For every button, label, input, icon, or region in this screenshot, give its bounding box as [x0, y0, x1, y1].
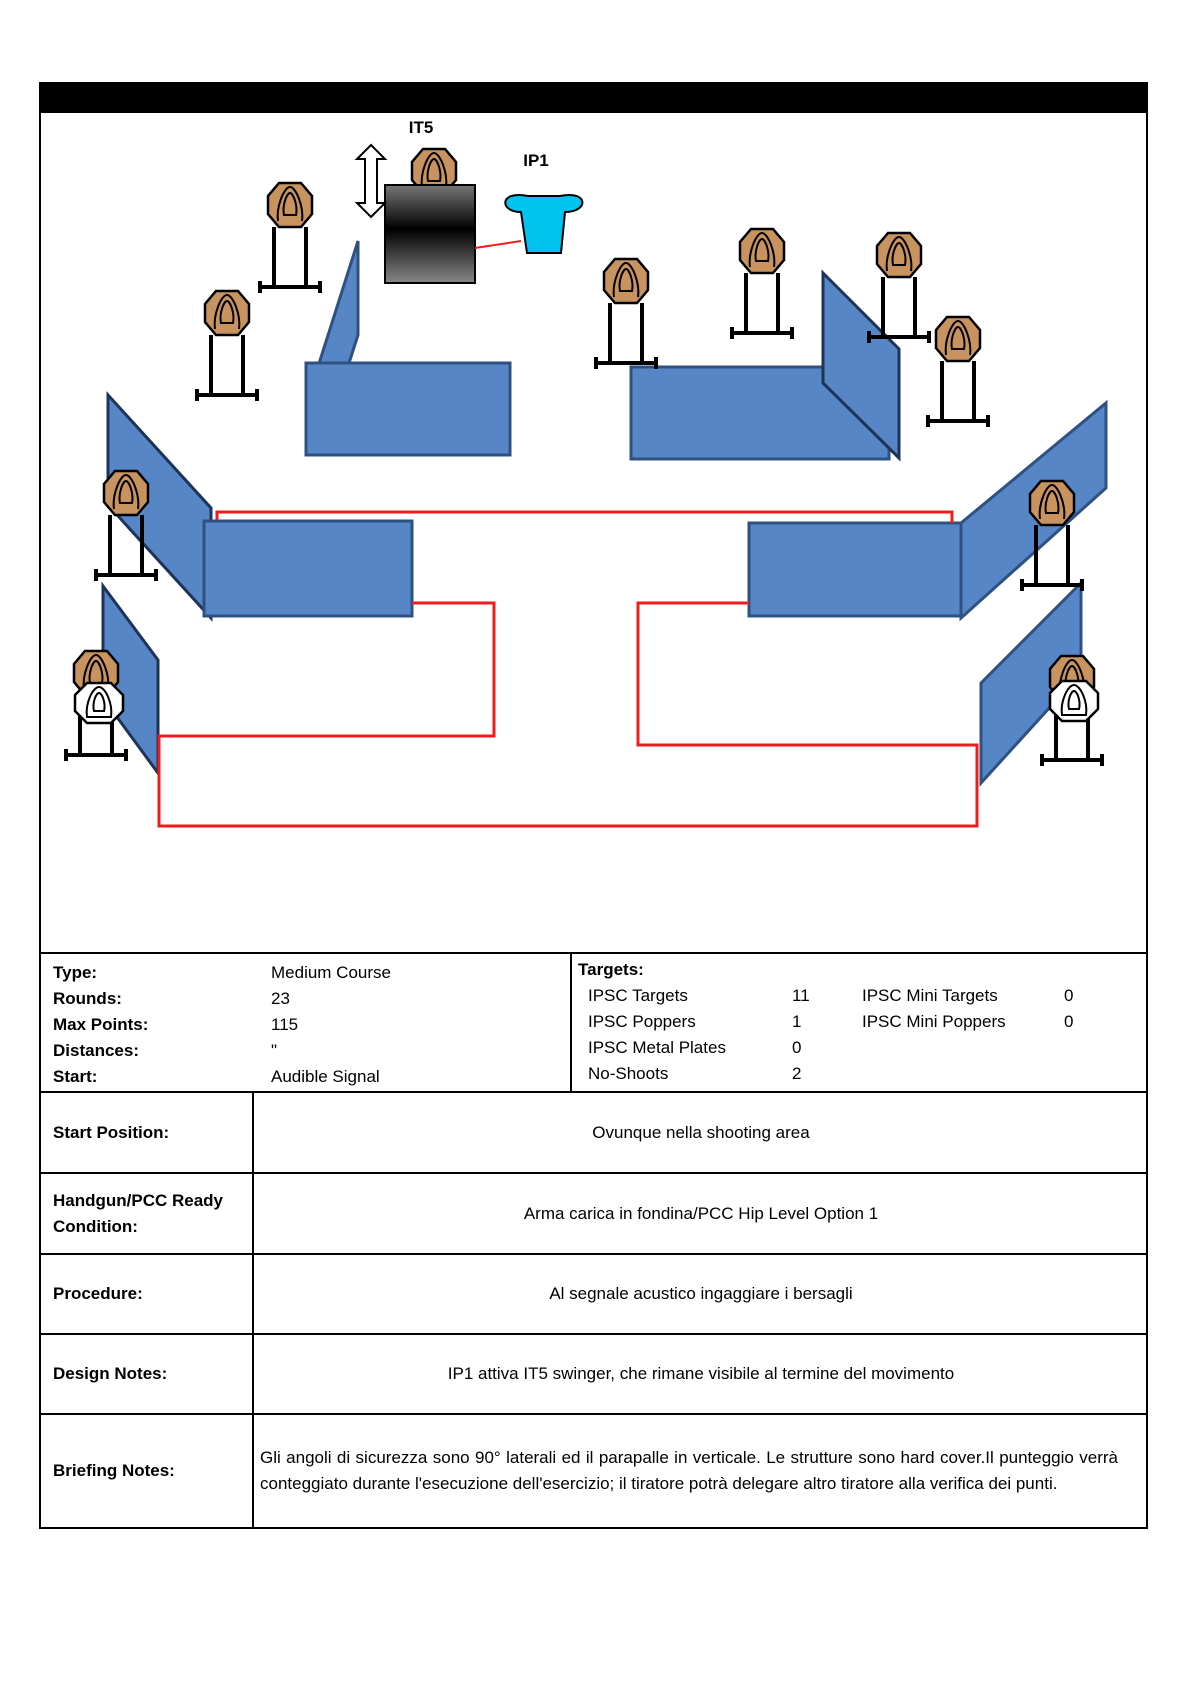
- detail-label: Procedure:: [39, 1255, 254, 1333]
- detail-start-position: [39, 1093, 1148, 1174]
- field-type: Type: Medium Course: [53, 963, 391, 982]
- detail-label: Briefing Notes:: [39, 1415, 254, 1527]
- shooting-area-line: [159, 603, 977, 826]
- stage-diagram: [41, 113, 1146, 952]
- activation-line: [475, 241, 521, 248]
- targets-header: Targets:: [578, 960, 644, 979]
- no-shoot-target: [75, 683, 123, 723]
- target-count-label: IPSC Metal Plates: [588, 1038, 726, 1057]
- detail-briefing-notes: [39, 1415, 1148, 1529]
- ipsc-target: [197, 291, 257, 401]
- targets-summary: [572, 954, 1148, 1091]
- detail-ready-condition: [39, 1174, 1148, 1255]
- detail-procedure: [39, 1255, 1148, 1335]
- stage-summary: [39, 954, 572, 1091]
- target-count-label: IPSC Targets: [588, 986, 688, 1005]
- target-count-value: 1: [792, 1012, 802, 1031]
- detail-value: IP1 attiva IT5 swinger, che rimane visibile al termine del movimento: [447, 1364, 955, 1383]
- detail-value: Arma carica in fondina/PCC Hip Level Option 1: [523, 1203, 879, 1223]
- field-distances: Distances: ": [53, 1041, 278, 1060]
- target-count-value: 0: [1064, 986, 1074, 1005]
- ipsc-target: [928, 317, 988, 427]
- target-count-value: 2: [792, 1064, 802, 1083]
- popper-label: IP1: [523, 151, 549, 170]
- target-count-label: IPSC Poppers: [588, 1012, 696, 1031]
- no-shoot-target: [1050, 681, 1098, 721]
- popper-target: [505, 195, 582, 253]
- detail-label: Start Position:: [39, 1093, 254, 1172]
- target-count-value: 0: [792, 1038, 802, 1057]
- ipsc-target: [260, 183, 320, 293]
- stage-info: [39, 952, 1148, 1093]
- field-rounds: Rounds: 23: [53, 989, 290, 1008]
- ipsc-target: [732, 229, 792, 339]
- swinger-label: IT5: [408, 118, 434, 137]
- detail-label: Design Notes:: [39, 1335, 254, 1413]
- target-count-label: No-Shoots: [588, 1064, 669, 1083]
- field-start: Start: Audible Signal: [53, 1067, 380, 1086]
- detail-value: Gli angoli di sicurezza sono 90° laterali ed il parapalle in verticale. Le strutture sono hard cover.Il punteggio verrà conteggiato durante l'esecuzione dell'esercizio; il tiratore potrà delegare altro tiratore alla verifica dei punti.: [260, 1448, 1118, 1493]
- swing-arrow-icon: [357, 145, 385, 217]
- field-max-points: Max Points: 115: [53, 1015, 299, 1034]
- wall: [631, 273, 899, 459]
- detail-design-notes: [39, 1335, 1148, 1415]
- detail-label: Handgun/PCC Ready Condition:: [39, 1174, 254, 1253]
- target-count-label: IPSC Mini Targets: [862, 986, 998, 1005]
- swinger-cover: [385, 185, 475, 283]
- ipsc-target: [596, 259, 656, 369]
- detail-value: Ovunque nella shooting area: [592, 1122, 810, 1142]
- detail-value: Al segnale acustico ingaggiare i bersagli: [549, 1284, 853, 1303]
- target-count-value: 0: [1064, 1012, 1074, 1031]
- target-count-label: IPSC Mini Poppers: [862, 1012, 1006, 1031]
- target-count-value: 11: [792, 986, 810, 1005]
